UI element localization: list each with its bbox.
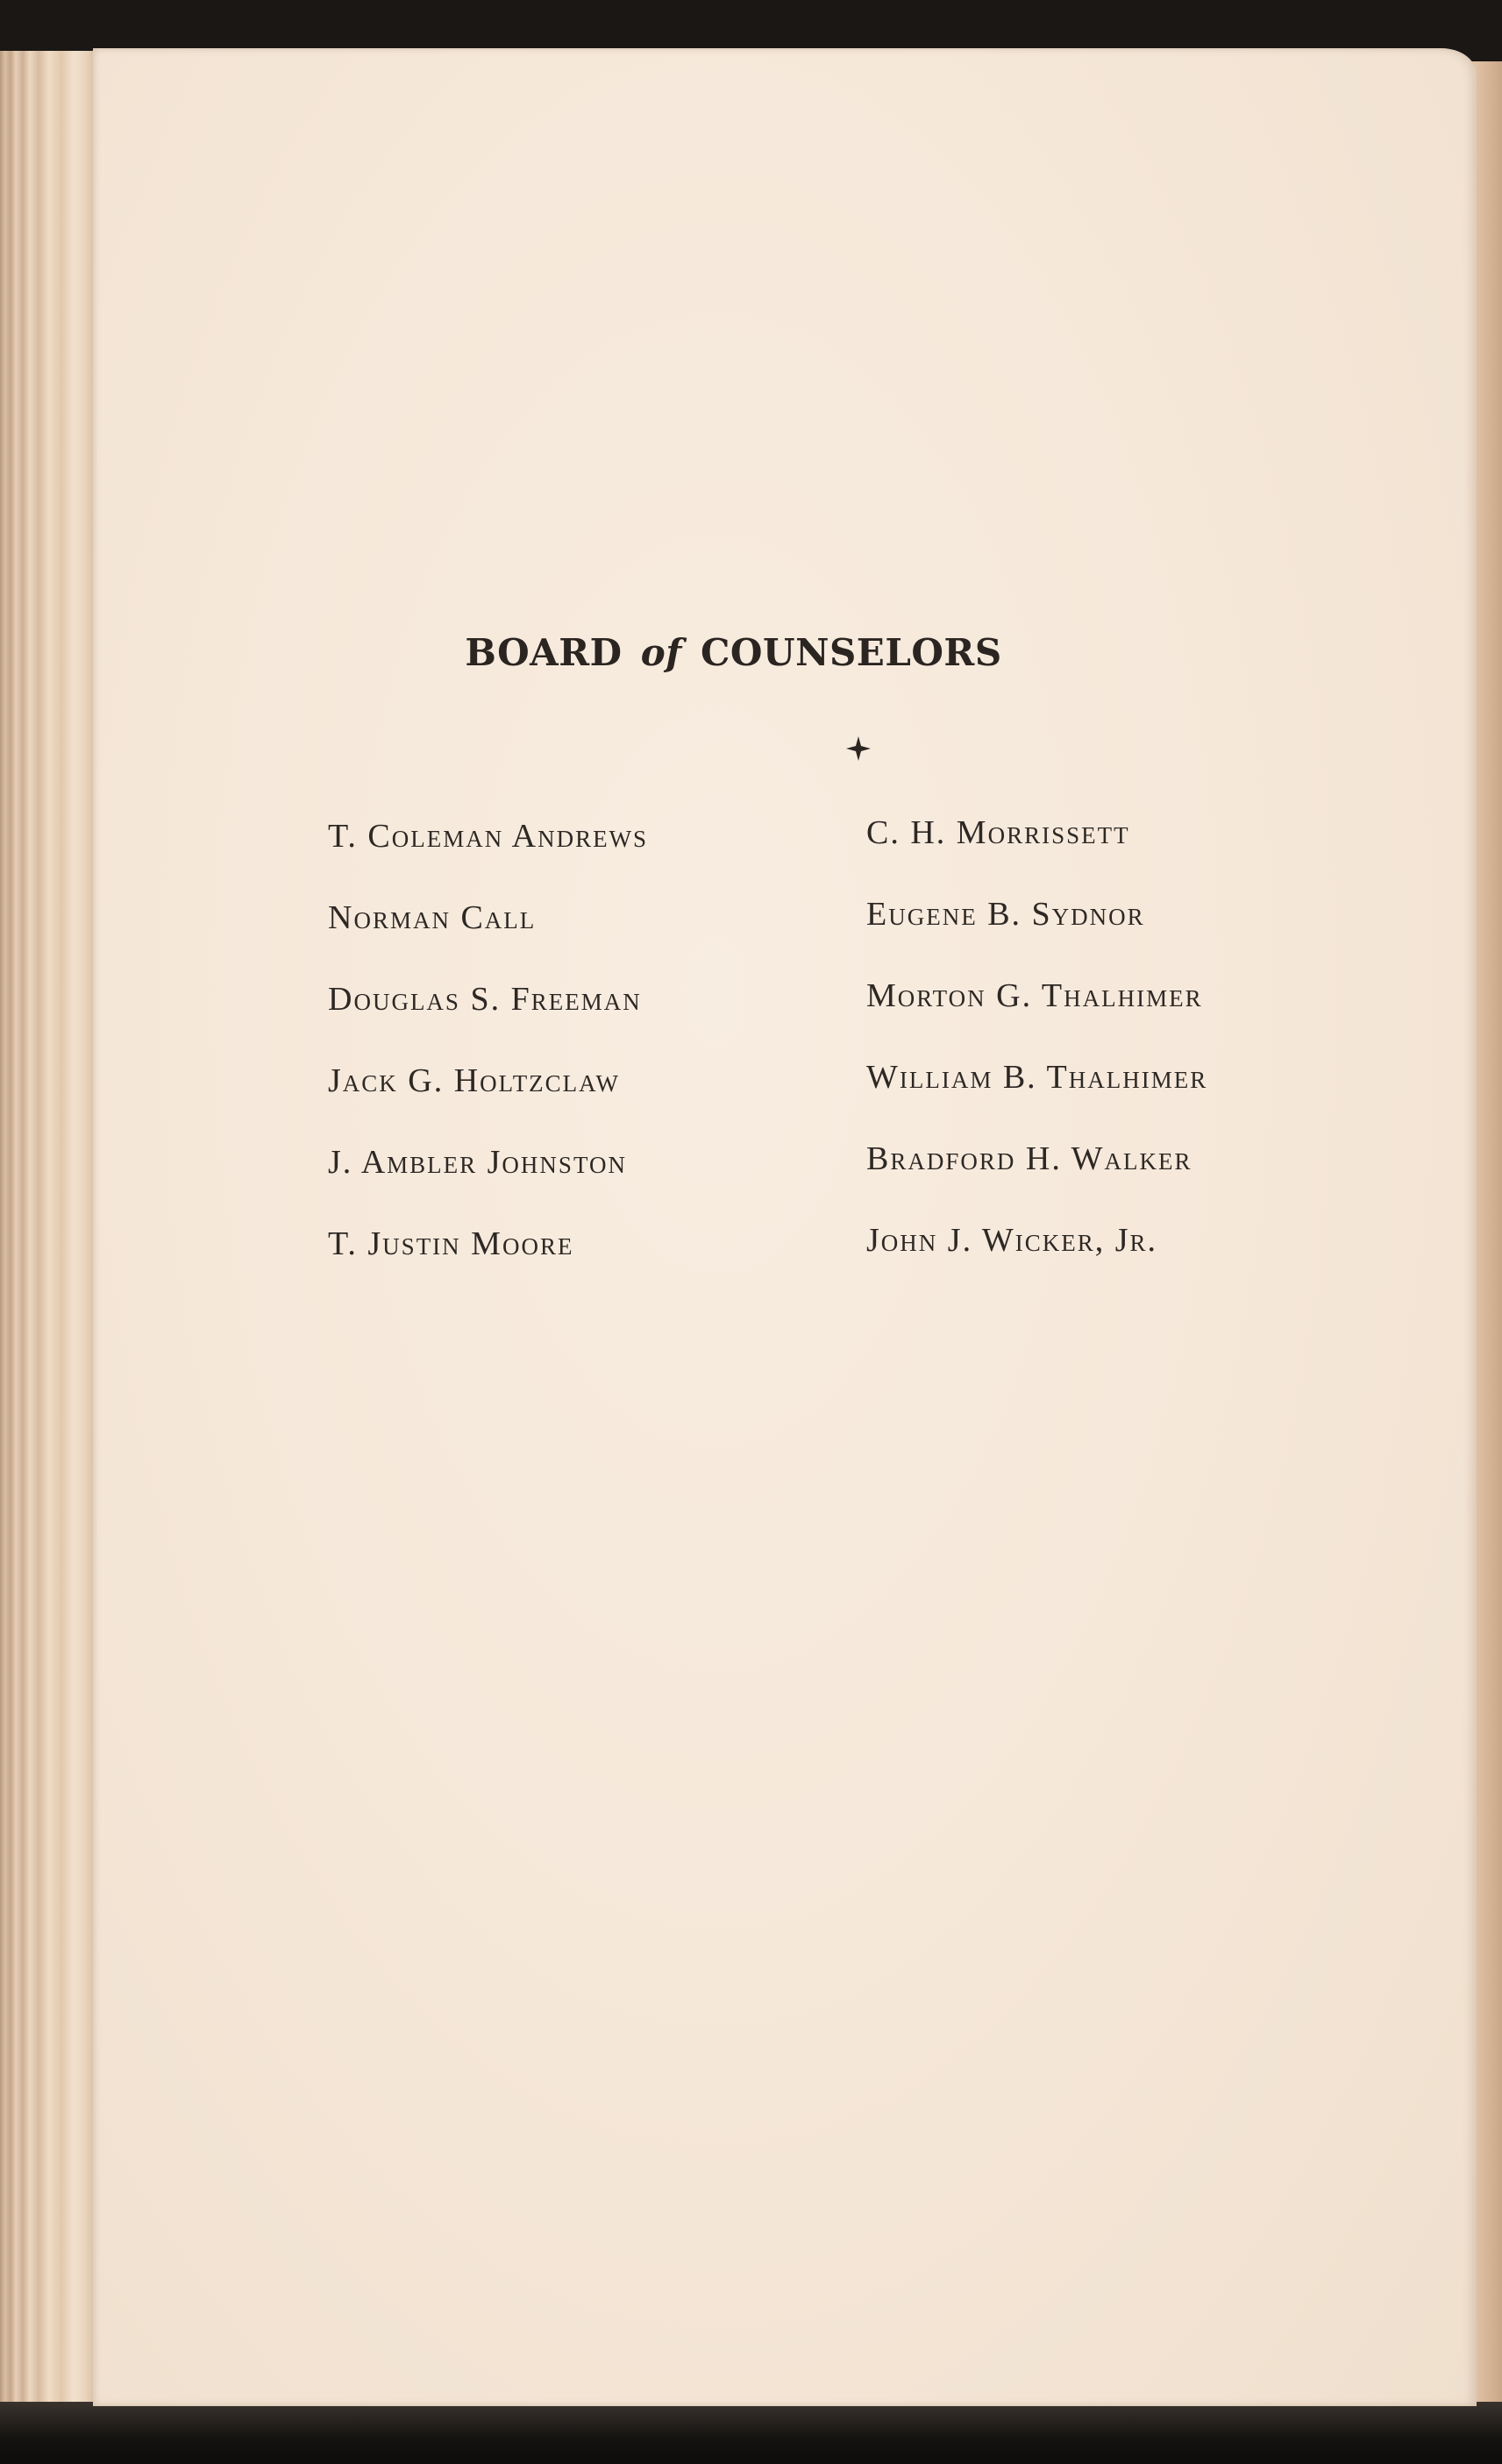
counselor-name: Morton G. Thalhimer — [866, 977, 1203, 1014]
counselor-name: John J. Wicker, Jr. — [866, 1222, 1158, 1259]
counselor-name: Bradford H. Walker — [866, 1140, 1192, 1177]
counselor-name: Eugene B. Sydnor — [866, 896, 1145, 933]
book-bottom-edge — [0, 2402, 1502, 2464]
counselor-name: Norman Call — [328, 899, 537, 936]
title-word-of: of — [640, 631, 682, 674]
counselor-name: J. Ambler Johnston — [328, 1144, 627, 1181]
four-pointed-star-icon — [844, 735, 872, 763]
counselor-name: William B. Thalhimer — [866, 1059, 1208, 1096]
counselor-name: Jack G. Holtzclaw — [328, 1062, 620, 1099]
counselor-name: T. Coleman Andrews — [328, 818, 649, 855]
title-word-board: BOARD — [465, 631, 623, 674]
counselor-name: T. Justin Moore — [328, 1225, 574, 1262]
counselor-name: C. H. Morrissett — [866, 814, 1130, 851]
book-page — [93, 48, 1477, 2406]
page-edge-stack — [0, 51, 95, 2418]
counselor-name: Douglas S. Freeman — [328, 981, 642, 1018]
title-word-counselors: COUNSELORS — [700, 631, 1002, 674]
page-title — [0, 631, 1502, 674]
